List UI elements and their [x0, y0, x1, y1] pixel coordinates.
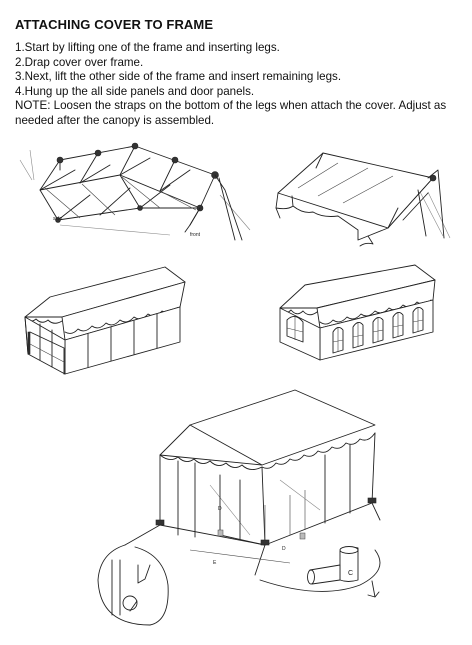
detail-label-d-2: D [282, 546, 286, 552]
step-2: 2.Drap cover over frame. [15, 55, 144, 69]
detail-label-c: C [348, 570, 354, 577]
detail-label-d: D [218, 506, 222, 512]
assembly-detail-illustration [90, 385, 390, 630]
tent-side-panels-illustration [20, 262, 200, 382]
side-label: side [53, 216, 63, 222]
tent-window-panels-illustration [275, 260, 450, 375]
frame-illustration [20, 140, 250, 250]
cover-draped-illustration [268, 148, 458, 248]
detail-label-e: E [213, 560, 217, 566]
step-4: 4.Hung up the all side panels and door panels. [15, 84, 255, 98]
note-text: NOTE: Loosen the straps on the bottom of the legs when attach the cover. Adjust as needed after the canopy is assembled. [15, 99, 447, 127]
step-1: 1.Start by lifting one of the frame and inserting legs. [15, 41, 280, 54]
instruction-steps [15, 41, 465, 129]
front-label: front [190, 232, 201, 238]
step-3: 3.Next, lift the other side of the frame and insert remaining legs. [15, 70, 342, 84]
page-title: ATTACHING COVER TO FRAME [15, 17, 214, 32]
